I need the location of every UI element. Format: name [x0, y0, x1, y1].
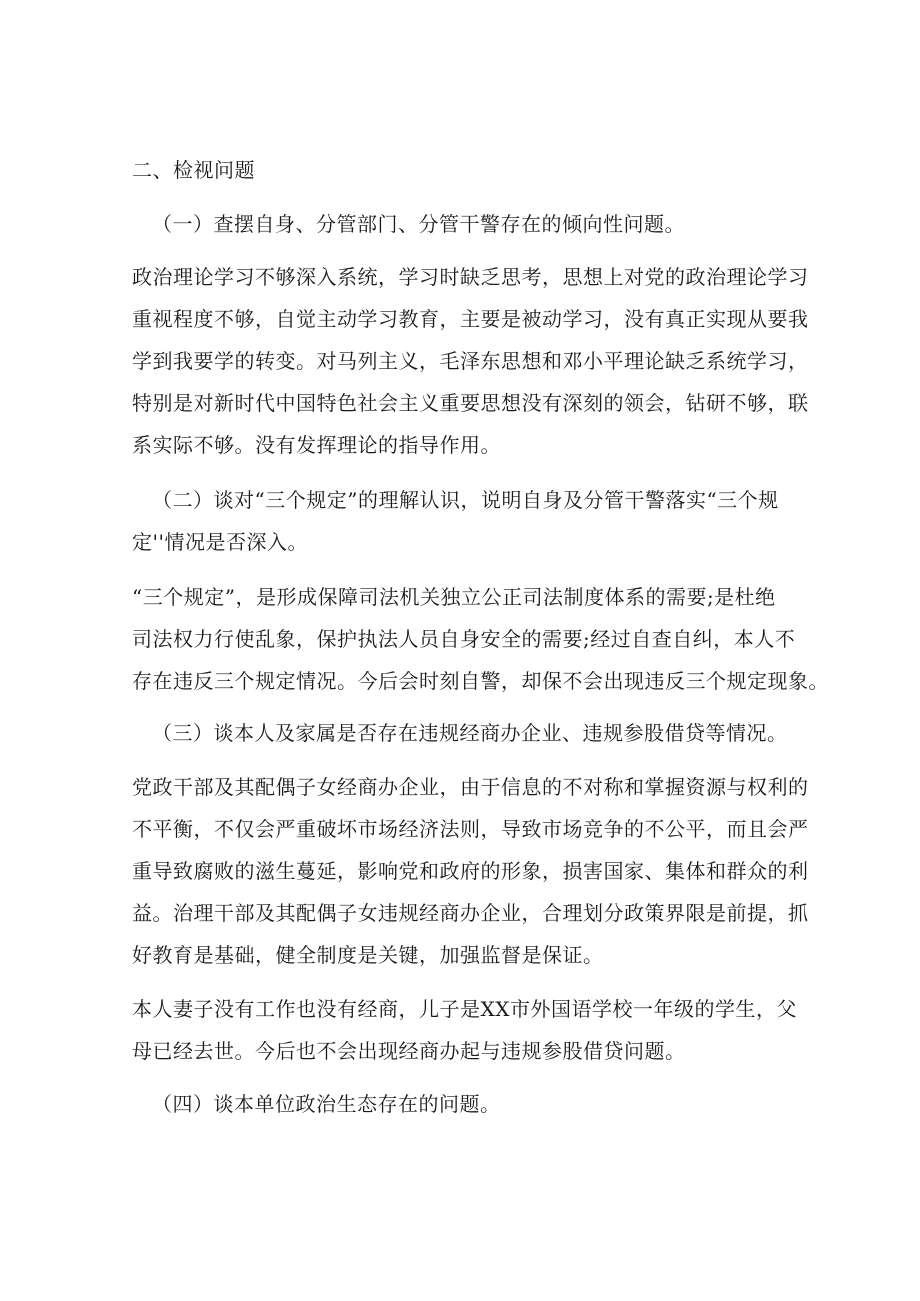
item-1-paragraph-line: 政治理论学习不够深入系统，学习时缺乏思考，思想上对党的政治理论学习 [132, 265, 809, 289]
item-2-heading: 定''情况是否深入。 [132, 530, 308, 554]
item-2-paragraph-line: 存在违反三个规定情况。今后会时刻自警，却保不会出现违反三个规定现象。 [132, 669, 829, 693]
item-2-paragraph-line: “三个规定”，是形成保障司法机关独立公正司法制度体系的需要;是杜绝 [132, 585, 776, 609]
item-3-paragraph-line: 党政干部及其配偶子女经商办企业，由于信息的不对称和掌握资源与权利的 [132, 775, 809, 799]
item-1-heading: （一）查摆自身、分管部门、分管干警存在的倾向性问题。 [152, 212, 685, 236]
item-1-paragraph-line: 重视程度不够，自觉主动学习教育，主要是被动学习，没有真正实现从要我 [132, 307, 809, 331]
section-heading: 二、检视问题 [132, 158, 255, 182]
item-3-paragraph-line: 母已经去世。今后也不会出现经商办起与违规参股借贷问题。 [132, 1039, 686, 1063]
item-4-heading: （四）谈本单位政治生态存在的问题。 [152, 1092, 501, 1116]
item-2-heading: （二）谈对“三个规定”的理解认识，说明自身及分管干警落实“三个规 [152, 488, 779, 512]
item-1-paragraph-line: 学到我要学的转变。对马列主义，毛泽东思想和邓小平理论缺乏系统学习， [132, 349, 809, 373]
item-1-paragraph-line: 特别是对新时代中国特色社会主义重要思想没有深刻的领会，钻研不够，联 [132, 391, 809, 415]
item-1-paragraph-line: 系实际不够。没有发挥理论的指导作用。 [132, 433, 501, 457]
item-3-paragraph-line: 重导致腐败的滋生蔓延，影响党和政府的形象，损害国家、集体和群众的利 [132, 859, 809, 883]
item-3-paragraph-line: 本人妻子没有工作也没有经商，儿子是XX市外国语学校一年级的学生，父 [132, 997, 797, 1021]
item-2-paragraph-line: 司法权力行使乱象，保护执法人员自身安全的需要;经过自查自纠，本人不 [132, 627, 796, 651]
item-3-paragraph-line: 益。治理干部及其配偶子女违规经商办企业，合理划分政策界限是前提，抓 [132, 901, 809, 925]
item-3-heading: （三）谈本人及家属是否存在违规经商办企业、违规参股借贷等情况。 [152, 721, 788, 745]
item-3-paragraph-line: 好教育是基础，健全制度是关键，加强监督是保证。 [132, 943, 604, 967]
item-3-paragraph-line: 不平衡，不仅会严重破坏市场经济法则，导致市场竞争的不公平，而且会严 [132, 817, 809, 841]
